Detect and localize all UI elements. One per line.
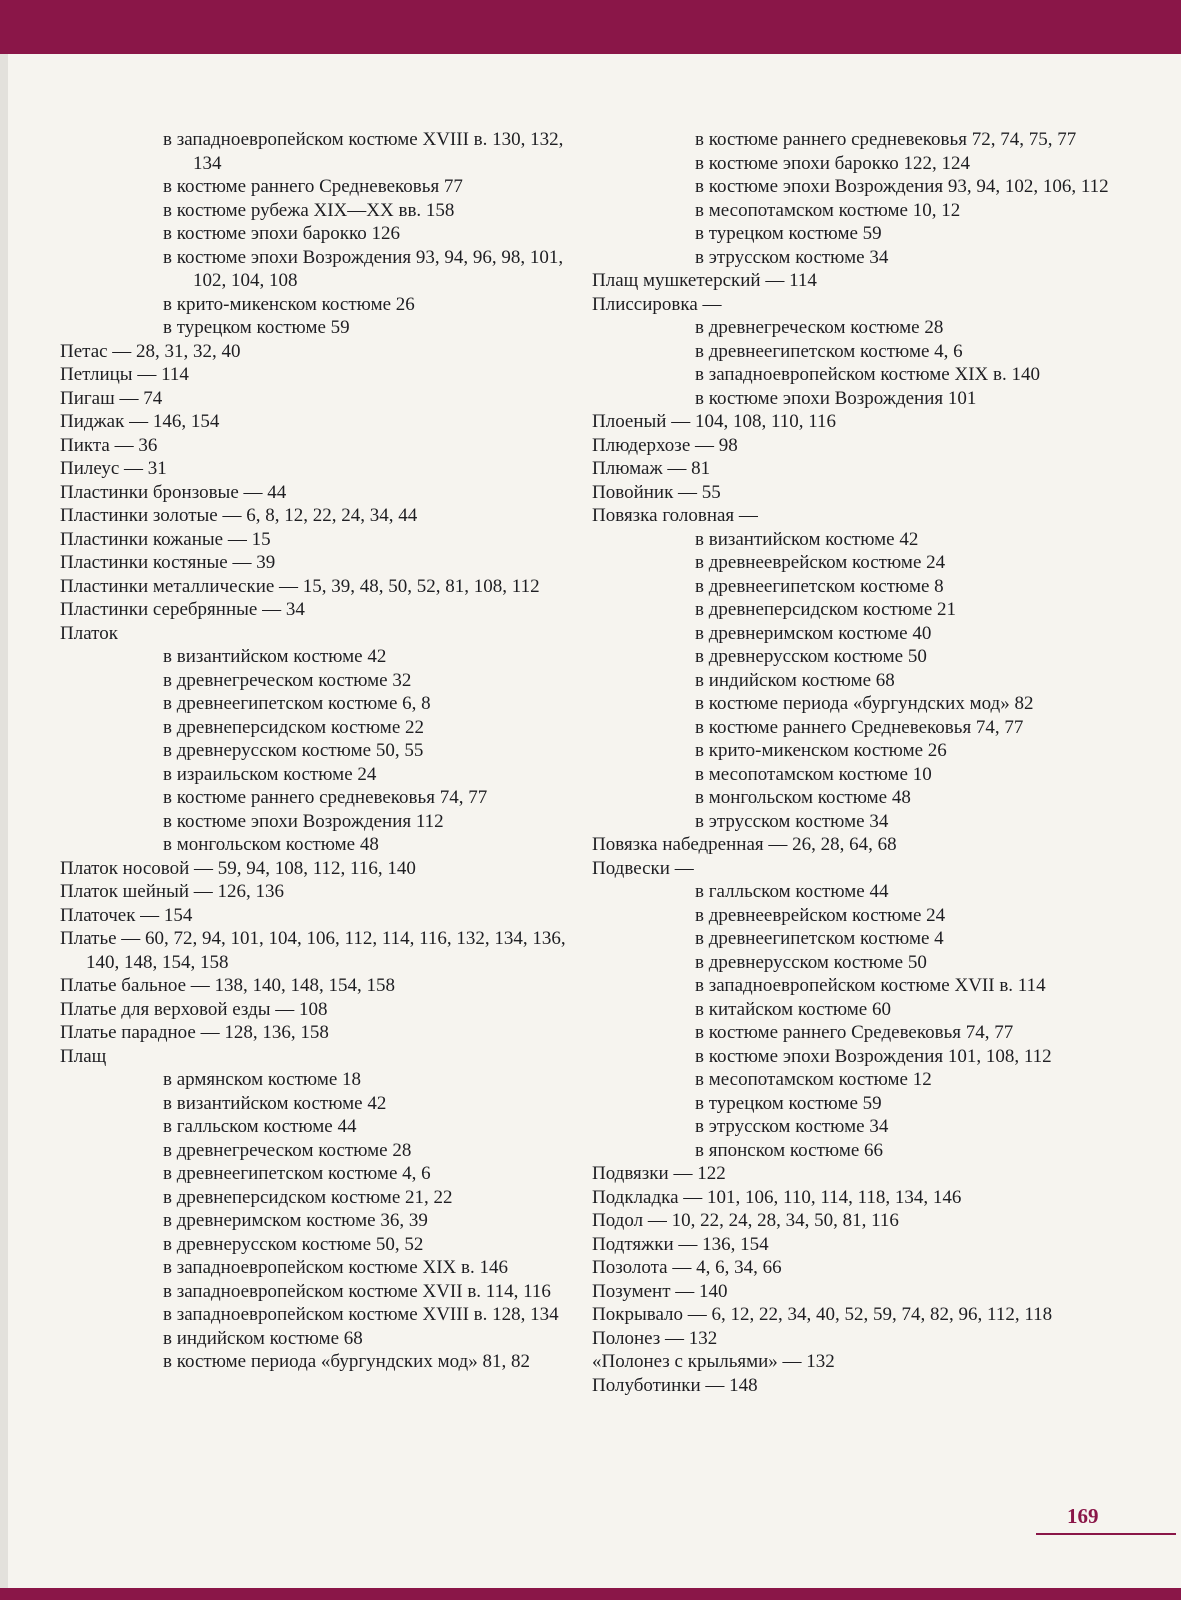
index-entry: «Полонез с крыльями» — 132	[592, 1351, 835, 1372]
index-subentry: в галльском костюме 44	[163, 1116, 357, 1137]
index-subentry: в древнеегипетском костюме 4, 6	[163, 1163, 431, 1184]
index-subentry: в древнееврейском костюме 24	[695, 904, 946, 926]
index-entry: Платье для верховой езды — 108	[60, 998, 328, 1020]
index-subentry: в западноевропейском костюме XVII в. 114, 116	[163, 1280, 551, 1302]
index-entry: Пластинки серебрянные — 34	[60, 599, 305, 620]
bottom-color-band	[0, 1588, 1181, 1600]
index-subentry: в месопотамском костюме 12	[695, 1069, 932, 1090]
index-subentry: в этрусском костюме 34	[695, 810, 889, 832]
index-entry: Позумент — 140	[592, 1280, 728, 1302]
index-entry: Подвески —	[592, 857, 694, 879]
index-subentry: в костюме раннего Средневековья 77	[163, 176, 463, 197]
index-entry: Платье парадное — 128, 136, 158	[60, 1022, 329, 1043]
index-entry: Платок носовой — 59, 94, 108, 112, 116, 140	[60, 857, 416, 879]
index-subentry: в древнерусском костюме 50	[695, 951, 927, 973]
index-subentry: в костюме периода «бургундских мод» 82	[695, 693, 1034, 714]
index-subentry: в древнеперсидском костюме 22	[163, 716, 424, 738]
index-entry: Петлицы — 114	[60, 364, 189, 385]
index-subentry: в западноевропейском костюме XIX в. 140	[695, 364, 1040, 385]
index-entry: Повойник — 55	[592, 481, 721, 503]
index-subentry: в костюме раннего средневековья 74, 77	[163, 787, 488, 808]
index-subentry: в этрусском костюме 34	[695, 1116, 889, 1137]
index-entry: Полонез — 132	[592, 1327, 718, 1349]
index-entry: Плащ мушкетерский — 114	[592, 270, 817, 291]
index-subentry: в древнегреческом костюме 28	[163, 1139, 412, 1161]
index-entry: Платок	[60, 622, 118, 644]
index-entry: Пиджак — 146, 154	[60, 411, 220, 432]
index-subentry: в византийском костюме 42	[695, 528, 919, 550]
index-subentry: в костюме раннего средневековья 72, 74, 75, 77	[695, 129, 1077, 150]
index-entry: Подкладка — 101, 106, 110, 114, 118, 134, 146	[592, 1186, 962, 1208]
index-subentry: в древнеперсидском костюме 21, 22	[163, 1186, 453, 1208]
index-subentry: в китайском костюме 60	[695, 998, 891, 1020]
index-subentry: в костюме эпохи барокко 126	[163, 223, 400, 244]
index-subentry: в древнеегипетском костюме 4	[695, 928, 944, 949]
index-subentry: в израильском костюме 24	[163, 763, 377, 785]
index-subentry: в древнеегипетском костюме 4, 6	[695, 340, 963, 362]
index-subentry: в галльском костюме 44	[695, 881, 889, 902]
index-subentry: в монгольском костюме 48	[163, 834, 379, 855]
index-entry: Подвязки — 122	[592, 1163, 726, 1184]
top-color-band	[0, 0, 1181, 54]
index-entry: Позолота — 4, 6, 34, 66	[592, 1257, 782, 1278]
index-subentry: в византийском костюме 42	[163, 646, 387, 667]
index-subentry: в западноевропейском костюме XIX в. 146	[163, 1257, 508, 1278]
index-entry: Петас — 28, 31, 32, 40	[60, 340, 241, 362]
index-subentry: в костюме эпохи Возрождения 93, 94, 96, 98, 101, 102, 104, 108	[163, 246, 564, 291]
index-entry: Платье — 60, 72, 94, 101, 104, 106, 112, 114, 116, 132, 134, 136, 140, 148, 154, 158	[60, 928, 566, 973]
index-subentry: в индийском костюме 68	[695, 669, 895, 691]
index-entry: Плащ	[60, 1045, 107, 1067]
index-subentry: в древнегреческом костюме 32	[163, 669, 412, 691]
index-entry: Пластинки костяные — 39	[60, 552, 276, 573]
index-entry: Платье бальное — 138, 140, 148, 154, 158	[60, 975, 396, 996]
index-entry: Подол — 10, 22, 24, 28, 34, 50, 81, 116	[592, 1210, 899, 1231]
index-subentry: в индийском костюме 68	[163, 1327, 363, 1349]
index-entry: Полуботинки — 148	[592, 1374, 758, 1396]
index-subentry: в костюме периода «бургундских мод» 81, 82	[163, 1351, 530, 1372]
index-subentry: в западноевропейском костюме XVIII в. 130, 132, 134	[163, 129, 564, 174]
index-subentry: в этрусском костюме 34	[695, 246, 889, 268]
index-entry: Плюмаж — 81	[592, 458, 711, 479]
index-entry: Покрывало — 6, 12, 22, 34, 40, 52, 59, 74, 82, 96, 112, 118	[592, 1304, 1053, 1325]
index-entry: Пластинки золотые — 6, 8, 12, 22, 24, 34, 44	[60, 505, 418, 526]
index-subentry: в костюме эпохи Возрождения 93, 94, 102, 106, 112	[695, 176, 1109, 197]
index-subentry: в турецком костюме 59	[695, 223, 882, 244]
index-subentry: в древнеримском костюме 40	[695, 622, 932, 644]
index-subentry: в крито-микенском костюме 26	[163, 293, 415, 315]
index-subentry: в древнерусском костюме 50, 52	[163, 1233, 424, 1255]
index-entry: Повязка головная —	[592, 505, 758, 526]
index-column-left	[60, 128, 580, 1374]
index-subentry: в западноевропейском костюме XVII в. 114	[695, 975, 1046, 996]
page-spine-edge	[0, 54, 8, 1600]
index-entry: Плиссировка —	[592, 293, 722, 315]
index-subentry: в древнеегипетском костюме 6, 8	[163, 693, 431, 714]
index-entry: Платочек — 154	[60, 904, 193, 926]
index-entry: Плюдерхозе — 98	[592, 434, 738, 456]
index-subentry: в костюме рубежа XIX—XX вв. 158	[163, 199, 455, 221]
index-entry: Плоеный — 104, 108, 110, 116	[592, 411, 837, 432]
index-subentry: в крито-микенском костюме 26	[695, 740, 947, 761]
index-subentry: в византийском костюме 42	[163, 1092, 387, 1114]
index-subentry: в костюме эпохи барокко 122, 124	[695, 152, 970, 174]
index-entry: Платок шейный — 126, 136	[60, 881, 285, 902]
index-subentry: в костюме эпохи Возрождения 112	[163, 810, 444, 832]
index-subentry: в японском костюме 66	[695, 1139, 884, 1161]
index-subentry: в древнеримском костюме 36, 39	[163, 1210, 428, 1231]
index-entry: Пластинки металлические — 15, 39, 48, 50, 52, 81, 108, 112	[60, 575, 540, 597]
index-entry: Пилеус — 31	[60, 458, 167, 479]
index-subentry: в турецком костюме 59	[695, 1092, 882, 1114]
index-entry: Пластинки бронзовые — 44	[60, 481, 287, 503]
index-subentry: в костюме раннего Средневековья 74, 77	[695, 716, 1024, 738]
index-subentry: в турецком костюме 59	[163, 317, 350, 338]
index-subentry: в армянском костюме 18	[163, 1069, 362, 1090]
index-entry: Пластинки кожаные — 15	[60, 528, 271, 550]
index-subentry: в костюме эпохи Возрождения 101, 108, 112	[695, 1045, 1052, 1067]
page-number: 169	[1067, 1504, 1099, 1528]
index-subentry: в древнеегипетском костюме 8	[695, 575, 944, 597]
index-subentry: в месопотамском костюме 10	[695, 763, 932, 785]
index-subentry: в монгольском костюме 48	[695, 787, 911, 808]
index-subentry: в древнегреческом костюме 28	[695, 317, 944, 338]
index-entry: Подтяжки — 136, 154	[592, 1233, 769, 1255]
index-entry: Пикта — 36	[60, 434, 158, 456]
index-subentry: в западноевропейском костюме XVIII в. 128, 134	[163, 1304, 559, 1325]
index-subentry: в древнерусском костюме 50, 55	[163, 740, 424, 761]
index-subentry: в костюме раннего Средевековья 74, 77	[695, 1022, 1014, 1043]
index-subentry: в древнееврейском костюме 24	[695, 552, 946, 573]
index-subentry: в древнеперсидском костюме 21	[695, 599, 956, 620]
index-subentry: в древнерусском костюме 50	[695, 646, 927, 667]
index-subentry: в костюме эпохи Возрождения 101	[695, 387, 977, 409]
index-subentry: в месопотамском костюме 10, 12	[695, 199, 961, 221]
index-entry: Пигаш — 74	[60, 387, 163, 409]
page-number-rule	[1036, 1533, 1176, 1535]
index-column-right	[592, 128, 1140, 1397]
index-entry: Повязка набедренная — 26, 28, 64, 68	[592, 834, 897, 855]
